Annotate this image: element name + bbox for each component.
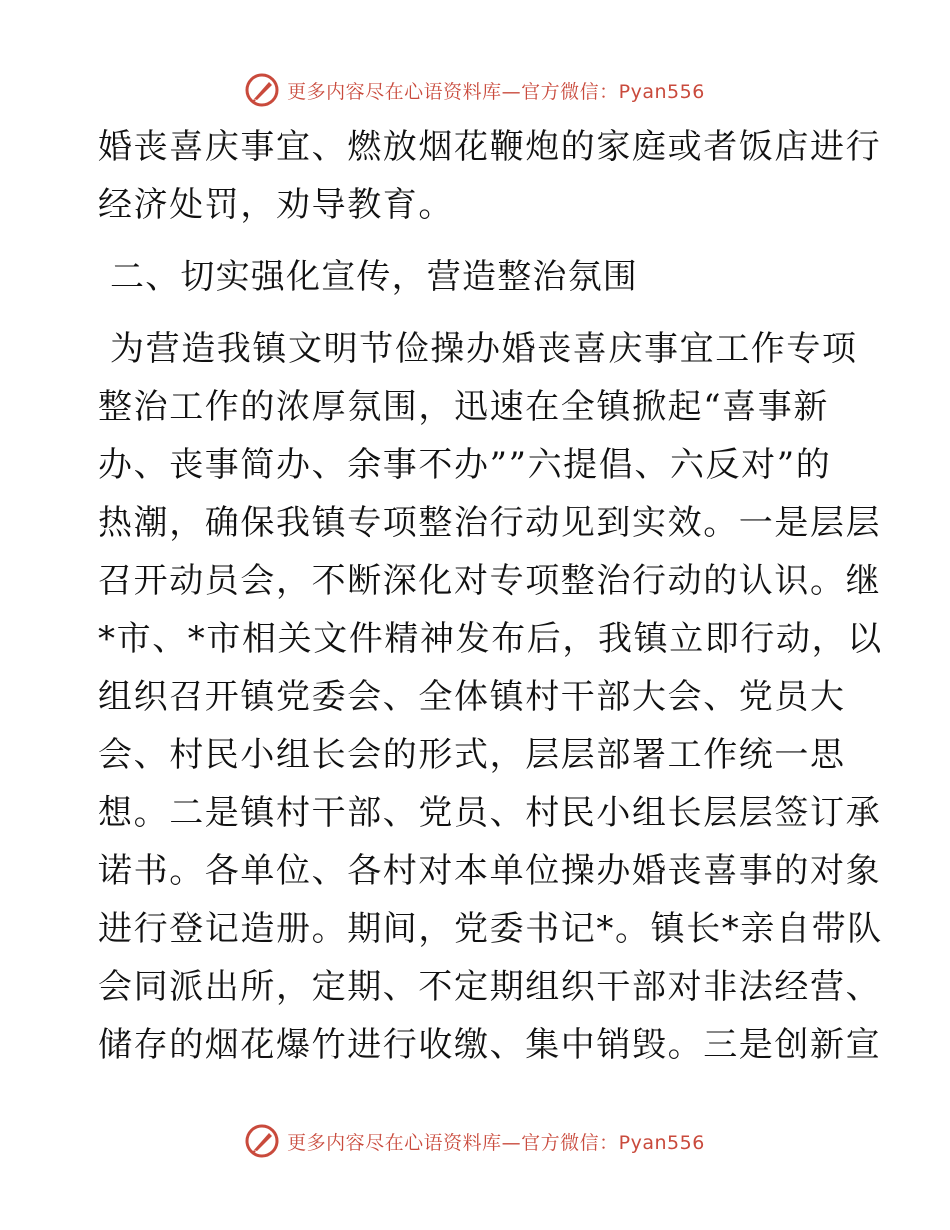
text-line: 婚丧喜庆事宜、燃放烟花鞭炮的家庭或者饭店进行	[98, 127, 882, 167]
text-line: 整治工作的浓厚氛围，迅速在全镇掀起“喜事新	[98, 387, 829, 427]
quill-pen-logo-icon	[245, 1124, 279, 1158]
header-watermark	[0, 70, 950, 110]
text-line: 储存的烟花爆竹进行收缴、集中销毁。三是创新宣	[98, 1025, 882, 1065]
text-line: 进行登记造册。期间，党委书记*。镇长*亲自带队	[98, 909, 883, 949]
text-line: 办、丧事简办、余事不办””六提倡、六反对”的	[98, 445, 832, 485]
document-body	[98, 118, 883, 1074]
paragraph-body	[98, 320, 883, 1074]
watermark-text: 更多内容尽在心语资料库—官方微信：Pyan556	[287, 80, 705, 103]
paragraph-continuation	[98, 118, 882, 234]
text-line: 组织召开镇党委会、全体镇村干部大会、党员大	[98, 677, 846, 717]
text-line: *市、*市相关文件精神发布后，我镇立即行动，以	[98, 619, 883, 659]
text-line: 会同派出所，定期、不定期组织干部对非法经营、	[98, 967, 882, 1007]
text-line: 经济处罚，劝导教育。	[98, 185, 454, 225]
section-heading: 二、切实强化宣传，营造整治氛围	[110, 257, 638, 297]
text-line: 诺书。各单位、各村对本单位操办婚丧喜事的对象	[98, 851, 882, 891]
text-line: 会、村民小组长会的形式，层层部署工作统一思	[98, 735, 846, 775]
text-line: 想。二是镇村干部、党员、村民小组长层层签订承	[98, 793, 882, 833]
footer-watermark	[0, 1121, 950, 1161]
watermark-text: 更多内容尽在心语资料库—官方微信：Pyan556	[287, 1131, 705, 1154]
text-line: 热潮，确保我镇专项整治行动见到实效。一是层层	[98, 503, 882, 543]
text-line: 召开动员会，不断深化对专项整治行动的认识。继	[98, 561, 882, 601]
quill-pen-logo-icon	[245, 73, 279, 107]
text-line: 为营造我镇文明节俭操办婚丧喜庆事宜工作专项	[110, 329, 858, 369]
